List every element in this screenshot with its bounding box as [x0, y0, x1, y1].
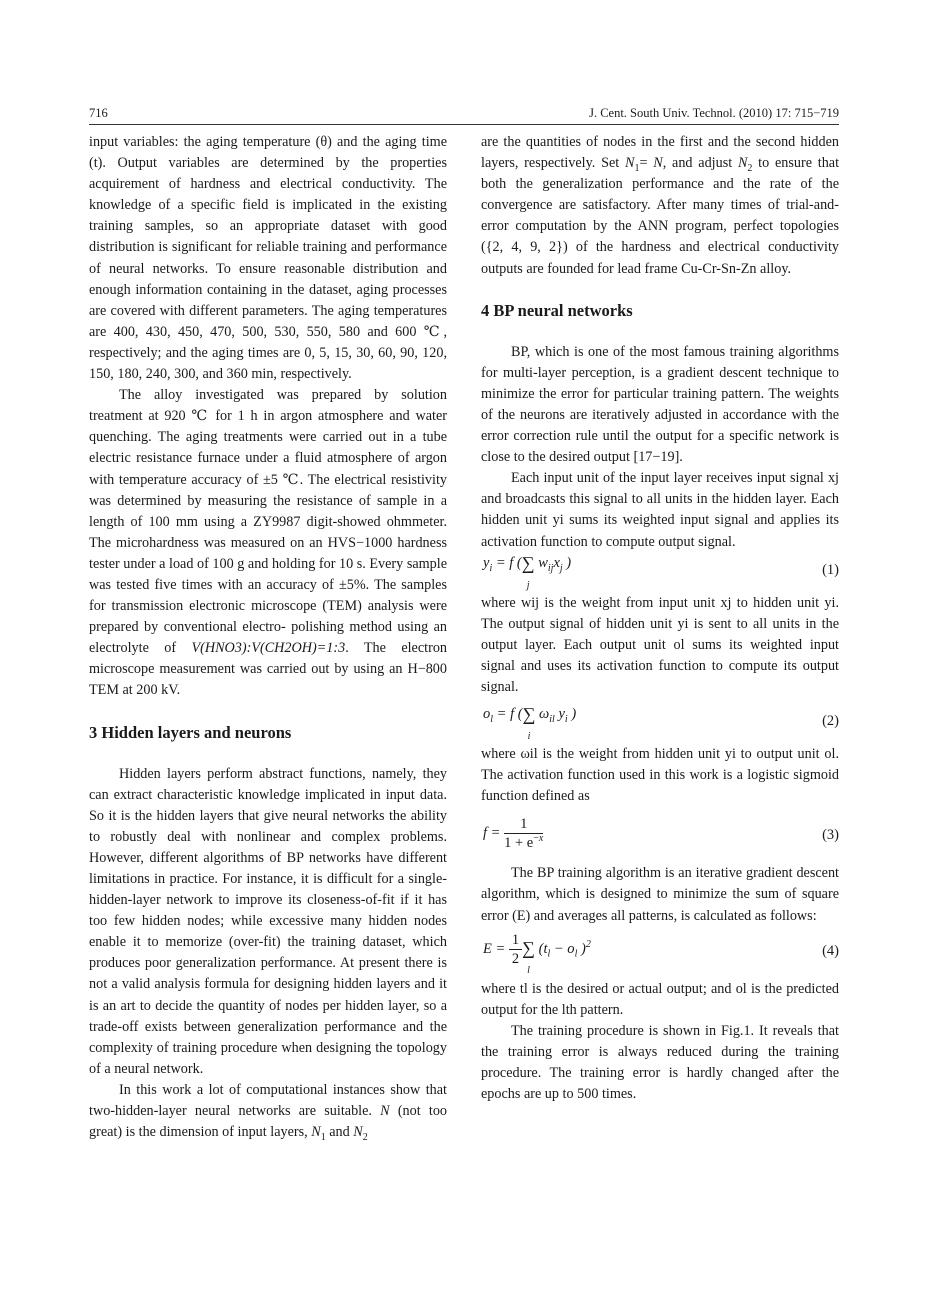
page-number: 716: [89, 106, 108, 120]
paragraph-two-hidden-layers: In this work a lot of computational instances show that two-hidden-layer neural networks are suitable. N (not too great) is the dimension of input layers, $N_1$ and $N_2$: [89, 1081, 448, 1143]
equation-4-number: (4): [822, 942, 839, 959]
topology-text: to ensure that both the generalization performance and the rate of the convergence are satisfactory. After many times of trial-and-error computation by the ANN program, perfect topologies ({2, 4, 9, 2}) of the hardness and electrical conductivity outputs are founded for lead frame Cu-Cr-Sn-Zn alloy.: [481, 155, 840, 277]
equation-1-number: (1): [822, 561, 839, 578]
paragraph-node-quantities: are the quantities of nodes in the first and the second hidden layers, respectively. Set $N_1= N$, and adjust $N_2$ to ensure that both the generalization performance and the rate of the convergence are satisfactory. After many times of trial-and-error computation by the ANN program, perfect topologies ({2, 4, 9, 2}) of the hardness and electrical conductivity outputs are founded for lead frame Cu-Cr-Sn-Zn alloy.: [481, 134, 840, 277]
equation-3-number: (3): [822, 827, 839, 844]
set-n1-text: , and adjust: [662, 155, 733, 172]
paragraph-training-procedure: The training procedure is shown in Fig.1. It reveals that the training error is always reduced during the training procedure. The training error is hardly changed after the epochs are up to 500 times.: [481, 1022, 839, 1103]
equation-4: [481, 929, 839, 979]
left-column: [89, 132, 447, 1143]
paragraph-hidden-layers: Hidden layers perform abstract functions, namely, they can extract characteristic knowledge implicated in input data. So it is the hidden layers that give neural networks the ability to robustly deal with nonlinear and complex problems. However, different algorithms of BP networks have different limitations in practice. For instance, it is difficult for a single-hidden-layer network to improve its closeness-of-fit if it has too few hidden nodes; while excessive many hidden nodes enable it to memorize (over-fit) the training dataset, which produces poor generalization performance. At present there is not a valid analysis formula for designing hidden layers and it is an art to decide the quantity of nodes per hidden layer, so a trade-off exists between generalization performance and the complexity of training procedure when designing the topology of a neural network.: [89, 765, 447, 1077]
paragraph-bp-training: The BP training algorithm is an iterative gradient descent algorithm, which is designed to minimize the sum of square error (E) and averages all patterns, is calculated as follows:: [481, 865, 839, 924]
section-4-title: 4 BP neural networks: [481, 300, 633, 320]
alloy-text-a: The alloy investigated was prepared by solution treatment at 920 ℃ for 1 h in argon atmosphere and water quenching. The aging treatments were carried out in a tube electric resistance furnace under a fluid atmosphere of argon with temperature accuracy of ±5 ℃. The electrical resistivity was determined by measuring the resistance of sample in a length of 100 mm using a ZY9987 digit-showed ohmmeter. The microhardness was measured on an HVS−1000 hardness tester under a load of 100 g and holding for 10 s. Every sample was tested five times with an accuracy of ±5%. The samples for transmission electronic microscope (TEM) analysis were prepared by conventional electro- polishing method using an electrolyte of: [89, 387, 447, 657]
paragraph-alloy-preparation: [89, 385, 447, 701]
running-header: [89, 106, 839, 125]
paragraph-bp-intro: BP, which is one of the most famous training algorithms for multi-layer perception, is a gradient descent technique to minimize the error for particular training pattern. The weights of the neurons are iteratively adjusted in accordance with the error correction rule until the output for a specific network is close to the desired output [17−19].: [481, 343, 839, 466]
paragraph-input-variables: input variables: the aging temperature (θ) and the aging time (t). Output variables are determined by the properties acquirement of hardness and electrical conductivity. The knowledge of a specific field is implicated in the existing training samples, so an appropriate dataset with good distribution is significant for reliable training and performance of neural networks. To ensure reasonable distribution and enough information containing in the dataset, aging processes are covered with different parameters. The aging temperatures are 400, 430, 450, 470, 500, 530, 550, 580 and 600 ℃, respectively; and the aging times are 0, 5, 15, 30, 60, 90, 120, 150, 180, 240, 300, and 360 min, respectively.: [89, 134, 447, 383]
right-column: [481, 132, 839, 1105]
equation-2-body: $o_l = f$ (∑ i $\omega_{il}$ $y_i$ ): [483, 704, 577, 743]
section-3-title: 3 Hidden layers and neurons: [89, 722, 292, 742]
paragraph-weight-wij: where wij is the weight from input unit xj to hidden unit yi. The output signal of hidden unit yi is sent to all units in the output layer. Each output unit ol sums its weighted input signal and uses its activation function to compute its output signal.: [481, 594, 839, 695]
equation-1: [481, 553, 839, 593]
computational-instances-text: In this work a lot of computational instances show that two-hidden-layer neural networks are suitable.: [89, 1081, 447, 1120]
equation-4-body: E = $\frac{1}{2}$ ∑ l ($t_l - o_l$ )$^2$: [483, 931, 591, 977]
node-quantities-text: are the quantities of nodes in the first and the second hidden layers, respectively. Set: [481, 134, 839, 172]
alloy-text-b: . The electron microscope measurement was carried out by using an H−800 TEM at 200 kV.: [89, 640, 448, 699]
paragraph-input-unit: Each input unit of the input layer receives input signal xj and broadcasts this signal to all units in the hidden layer. Each hidden unit yi sums its weighted input signal and applies its activation function to compute output signal.: [481, 470, 839, 550]
equation-3: [481, 811, 839, 863]
sigmoid-fraction: $\frac{1}{1 + e^{-x}}$: [504, 816, 544, 852]
equation-2-number: (2): [822, 713, 839, 730]
paragraph-weight-omega: where ωil is the weight from hidden unit yi to output unit ol. The activation function used in this work is a logistic sigmoid function defined as: [481, 746, 839, 805]
half-fraction: $\frac{1}{2}$: [509, 931, 522, 968]
equation-1-body: $y_i = f$ (∑ j $w_{ij}x_j$ ): [483, 552, 572, 591]
journal-citation: J. Cent. South Univ. Technol. (2010) 17: 715−719: [589, 106, 839, 120]
input-dimension-text: (not too great) is the dimension of input layers,: [89, 1103, 448, 1141]
equation-3-body: f = $\frac{1}{1 + e^{-x}}$: [483, 816, 544, 852]
paragraph-desired-output: where tl is the desired or actual output; and ol is the predicted output for the lth pattern.: [481, 980, 839, 1018]
electrolyte-formula: V(HNO3):V(CH2OH)=1:3: [191, 640, 346, 657]
equation-2: [481, 704, 839, 744]
